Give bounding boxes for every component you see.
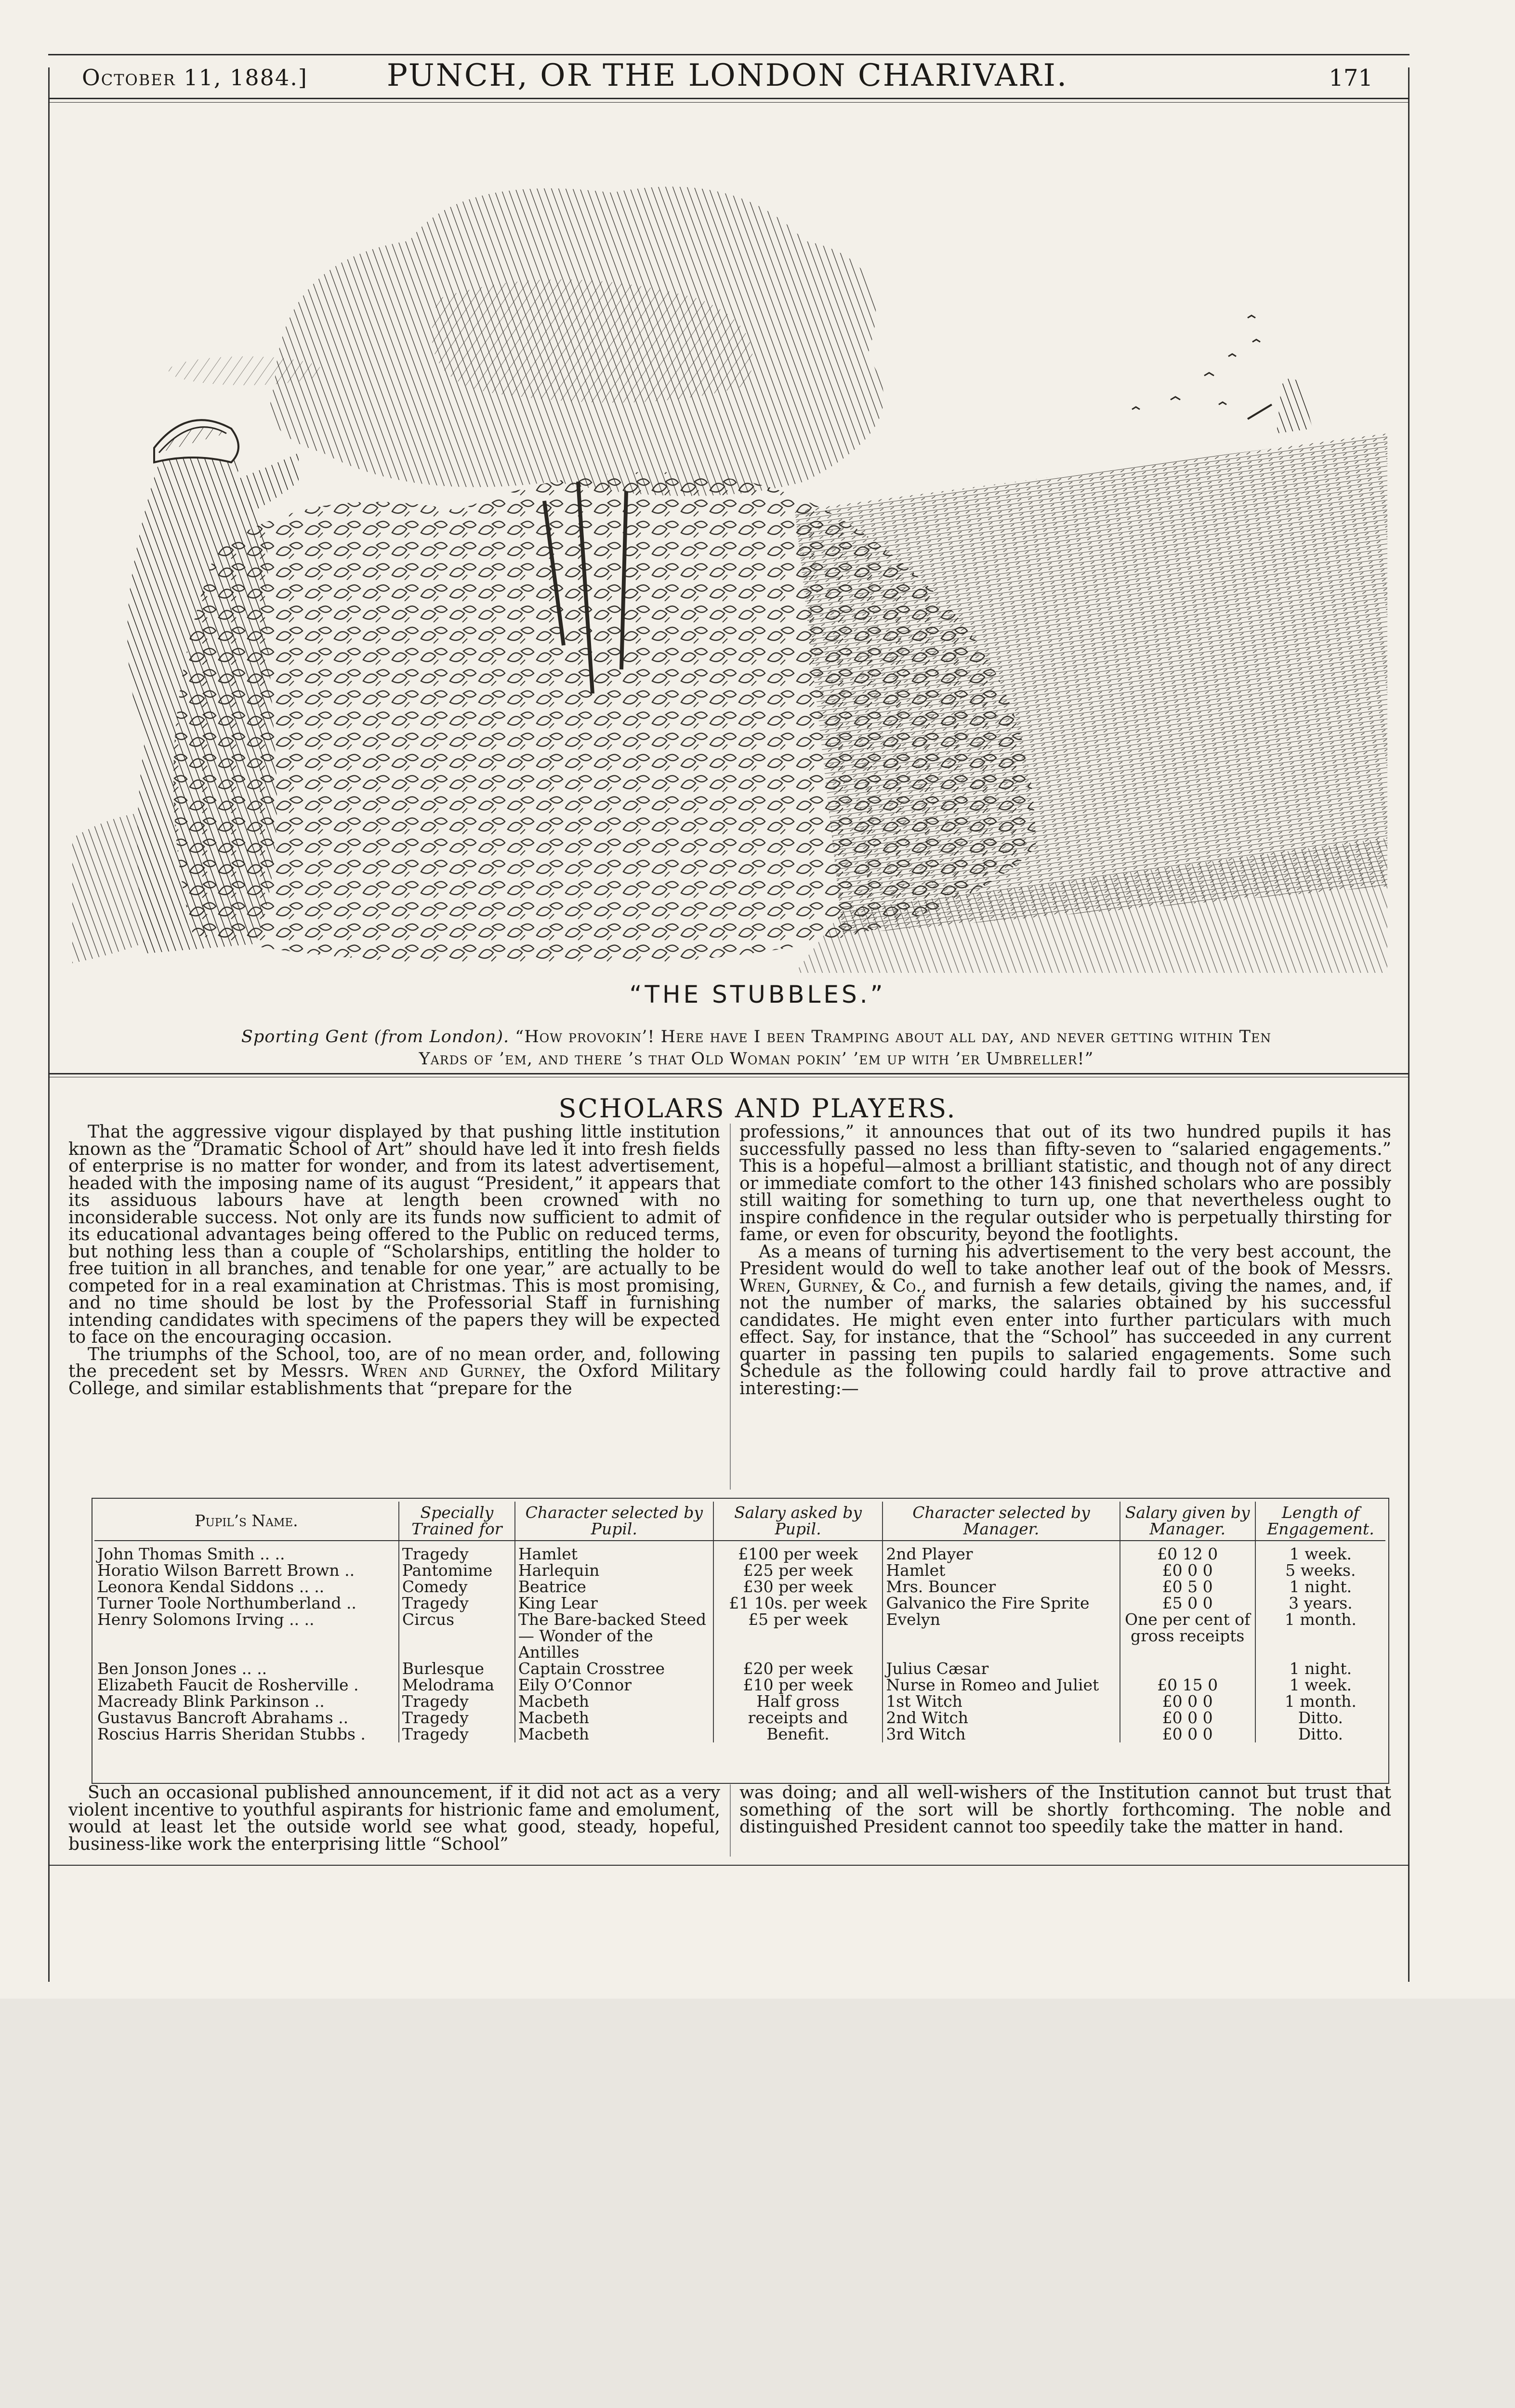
bottom-rule xyxy=(48,1865,1410,1866)
table-body xyxy=(94,1541,1385,1742)
schedule-table xyxy=(94,1502,1385,1742)
column-header: Specially Trained for xyxy=(399,1502,515,1541)
table-cell-name: Leonora Kendal Siddons .. .. xyxy=(97,1577,325,1596)
table-cell-pupil-char: Beatrice xyxy=(515,1579,713,1595)
table-cell-length: 5 weeks. xyxy=(1255,1562,1385,1579)
column-header: Salary given by Manager. xyxy=(1120,1502,1255,1541)
table-cell-pupil-char: Captain Crosstree xyxy=(515,1661,713,1677)
table-cell-pupil-char: Hamlet xyxy=(515,1541,713,1562)
table-cell-trained: Tragedy xyxy=(399,1541,515,1562)
table-cell-given: £0 12 0 xyxy=(1120,1541,1255,1562)
header-rule-thin xyxy=(48,102,1410,103)
column-header: Length of Engagement. xyxy=(1255,1502,1385,1541)
table-cell-manager-char: Evelyn xyxy=(883,1611,1120,1661)
table-cell-given: £0 0 0 xyxy=(1120,1710,1255,1726)
page-number: 171 xyxy=(1329,65,1373,92)
table-cell-name: Turner Toole Northumberland .. xyxy=(97,1594,356,1612)
table-cell-asked: £25 per week xyxy=(713,1562,883,1579)
table-cell-name: Ben Jonson Jones .. .. xyxy=(97,1659,267,1678)
table-cell-asked: Benefit. xyxy=(713,1726,883,1742)
table-header-row xyxy=(94,1502,1385,1541)
table-cell-name: Horatio Wilson Barrett Brown .. xyxy=(97,1561,355,1580)
caption-rule xyxy=(48,1073,1410,1074)
top-rule xyxy=(48,54,1410,55)
paragraph-text: As a means of turning his advertisement to the very best account, the President would do well to take another leaf out of the book of Messrs. xyxy=(739,1242,1391,1279)
caption-dialog-line1: “How provokin’! Here have I been Tramping about all day, and never getting within Ten xyxy=(515,1027,1272,1047)
table-cell-asked: £100 per week xyxy=(713,1541,883,1562)
table-row xyxy=(94,1710,1385,1726)
table-row xyxy=(94,1677,1385,1693)
table-cell-trained: Tragedy xyxy=(399,1726,515,1742)
column-header: Character selected by Manager. xyxy=(883,1502,1120,1541)
article-column-left xyxy=(68,1124,720,1397)
closing-column-left xyxy=(68,1784,720,1853)
table-cell-given: £0 0 0 xyxy=(1120,1693,1255,1710)
table-row xyxy=(94,1562,1385,1579)
table-cell-manager-char: Julius Cæsar xyxy=(883,1661,1120,1677)
table-cell-asked: £5 per week xyxy=(713,1611,883,1661)
table-cell-length: 3 years. xyxy=(1255,1595,1385,1611)
table-row xyxy=(94,1726,1385,1742)
table-cell-length: 1 night. xyxy=(1255,1661,1385,1677)
table-cell-trained: Comedy xyxy=(399,1579,515,1595)
table-cell-pupil-char: Macbeth xyxy=(515,1726,713,1742)
column-divider xyxy=(730,1784,731,1857)
paragraph-text: , the Oxford Military College, and similar establishments that “prepare for the xyxy=(68,1361,720,1399)
table-cell-trained: Burlesque xyxy=(399,1661,515,1677)
table-cell-length: 1 week. xyxy=(1255,1541,1385,1562)
table-cell-pupil-char: Macbeth xyxy=(515,1710,713,1726)
table-cell-length: 1 night. xyxy=(1255,1579,1385,1595)
cartoon-title: “THE STUBBLES.” xyxy=(629,981,886,1008)
column-header: Character selected by Pupil. xyxy=(515,1502,713,1541)
table-cell-trained: Tragedy xyxy=(399,1595,515,1611)
table-cell-pupil-char: Eily O’Connor xyxy=(515,1677,713,1693)
table-cell-name: Elizabeth Faucit de Rosherville . xyxy=(97,1675,359,1694)
table-cell-trained: Pantomime xyxy=(399,1562,515,1579)
table-cell-asked: £30 per week xyxy=(713,1579,883,1595)
table-cell-given xyxy=(1120,1661,1255,1677)
column-divider xyxy=(730,1124,731,1490)
table-cell-given: £0 0 0 xyxy=(1120,1726,1255,1742)
table-cell-manager-char: Galvanico the Fire Sprite xyxy=(883,1595,1120,1611)
column-header: Pupil’s Name. xyxy=(94,1502,399,1541)
names-smallcaps: Wren and Gurney xyxy=(361,1361,521,1381)
paragraph-text: The triumphs of the School, too, are of no mean order, and, following the precedent set by Messrs. xyxy=(68,1344,720,1381)
table-cell-given: £5 0 0 xyxy=(1120,1595,1255,1611)
caption-dialog-line2: Yards of ’em, and there ’s that Old Woman pokin’ ’em up with ’er Umbreller!” xyxy=(419,1049,1094,1069)
table-cell-asked: £20 per week xyxy=(713,1661,883,1677)
table-cell-given: £0 15 0 xyxy=(1120,1677,1255,1693)
table-row xyxy=(94,1661,1385,1677)
table-cell-length: 1 month. xyxy=(1255,1693,1385,1710)
table-row xyxy=(94,1541,1385,1562)
table-cell-asked: receipts and xyxy=(713,1710,883,1726)
table-cell-manager-char: Mrs. Bouncer xyxy=(883,1579,1120,1595)
table-cell-length: 1 month. xyxy=(1255,1611,1385,1661)
table-cell-asked: Half gross xyxy=(713,1693,883,1710)
closing-column-right xyxy=(739,1784,1391,1836)
table-cell-asked: £1 10s. per week xyxy=(713,1595,883,1611)
table-cell-trained: Melodrama xyxy=(399,1677,515,1693)
names-smallcaps: Wren, Gurney, & Co. xyxy=(739,1276,922,1296)
paragraph-text: , and furnish a few details, giving the names, and, if not the number of marks, the salaries obtained by his successful candidates. He might even enter into further particulars with much effect. Say, for instance, that the “School” has succeeded in any current quarter in passing ten pupils to salaried engagements. Some such Schedule as the following could hardly fail to prove attractive and interesting:— xyxy=(739,1276,1391,1399)
table-row xyxy=(94,1693,1385,1710)
article-paragraph: professions,” it announces that out of its two hundred pupils it has successfully passed no less than fifty-seven to “salaried engagements.” This is a hopeful—almost a brilliant statistic, and though not of any direct or immediate comfort to the other 143 finished scholars who are possibly still waiting for something to turn up, one that nevertheless ought to inspire confidence in the regular outsider who is perpetually thirsting for fame, or even for obscurity, beyond the footlights. xyxy=(739,1122,1391,1244)
table-cell-given: £0 0 0 xyxy=(1120,1562,1255,1579)
table-cell-name: Gustavus Bancroft Abrahams .. xyxy=(97,1708,349,1727)
caption-speaker: Sporting Gent (from London). xyxy=(241,1027,510,1047)
table-cell-name: Roscius Harris Sheridan Stubbs . xyxy=(97,1725,366,1743)
table-cell-manager-char: 2nd Player xyxy=(883,1541,1120,1562)
table-cell-given: £0 5 0 xyxy=(1120,1579,1255,1595)
table-cell-name: Macready Blink Parkinson .. xyxy=(97,1692,325,1711)
article-paragraph xyxy=(739,1243,1391,1398)
table-cell-name: Henry Solomons Irving .. .. xyxy=(97,1610,315,1629)
running-header xyxy=(72,58,1383,96)
table-cell-name: John Thomas Smith .. .. xyxy=(97,1544,285,1563)
cartoon-caption xyxy=(106,1026,1407,1070)
table-cell-manager-char: Nurse in Romeo and Juliet xyxy=(883,1677,1120,1693)
table-row xyxy=(94,1595,1385,1611)
header-rule xyxy=(48,98,1410,99)
column-header: Salary asked by Pupil. xyxy=(713,1502,883,1541)
table-cell-manager-char: 2nd Witch xyxy=(883,1710,1120,1726)
digitization-footer xyxy=(0,1999,1515,2107)
table-cell-length: Ditto. xyxy=(1255,1710,1385,1726)
table-cell-trained: Tragedy xyxy=(399,1693,515,1710)
table-cell-manager-char: 1st Witch xyxy=(883,1693,1120,1710)
issue-date: October 11, 1884.] xyxy=(82,65,308,91)
table-cell-manager-char: 3rd Witch xyxy=(883,1726,1120,1742)
article-heading: SCHOLARS AND PLAYERS. xyxy=(558,1093,957,1124)
periodical-title: PUNCH, OR THE LONDON CHARIVARI. xyxy=(386,58,1068,93)
article-paragraph: Such an occasional published announcement, if it did not act as a very violent incentive to youthful aspirants for histrionic fame and emolument, would at least let the outside world see what good, steady, hopeful, business-like work the enterprising little “School” xyxy=(68,1783,720,1854)
table-cell-pupil-char: Harlequin xyxy=(515,1562,713,1579)
article-paragraph xyxy=(68,1346,720,1398)
table-cell-trained: Circus xyxy=(399,1611,515,1661)
table-row xyxy=(94,1579,1385,1595)
table-cell-given: One per cent of gross receipts xyxy=(1120,1611,1255,1661)
table-cell-pupil-char: King Lear xyxy=(515,1595,713,1611)
article-paragraph: That the aggressive vigour displayed by that pushing little institution known as the “Dramatic School of Art” should have led it into fresh fields of enterprise is no matter for wonder, and from its latest advertisement, headed with the imposing name of its august “President,” it appears that its assiduous labours have at length been crowned with no inconsiderable success. Not only are its funds now sufficient to admit of its educational advantages being offered to the Public on reduced terms, but nothing less than a couple of “Scholarships, entitling the holder to free tuition in all branches, and tenable for one year,” are actually to be competed for in a real examination at Christmas. This is most promising, and no time should be lost by the Professorial Staff in furnishing intending candidates with specimens of the papers they will be expected to face on the encouraging occasion. xyxy=(68,1122,720,1347)
table-cell-pupil-char: The Bare-backed Steed — Wonder of the Antilles xyxy=(515,1611,713,1661)
table-cell-manager-char: Hamlet xyxy=(883,1562,1120,1579)
cartoon-illustration xyxy=(72,116,1387,978)
article-column-right xyxy=(739,1124,1391,1397)
table-cell-trained: Tragedy xyxy=(399,1710,515,1726)
table-row xyxy=(94,1611,1385,1661)
article-paragraph: was doing; and all well-wishers of the Institution cannot but trust that something of the sort will be shortly forthcoming. The noble and distinguished President cannot too speedily take the matter in hand. xyxy=(739,1783,1391,1837)
table-cell-asked: £10 per week xyxy=(713,1677,883,1693)
table-cell-length: 1 week. xyxy=(1255,1677,1385,1693)
table-cell-pupil-char: Macbeth xyxy=(515,1693,713,1710)
table-cell-length: Ditto. xyxy=(1255,1726,1385,1742)
